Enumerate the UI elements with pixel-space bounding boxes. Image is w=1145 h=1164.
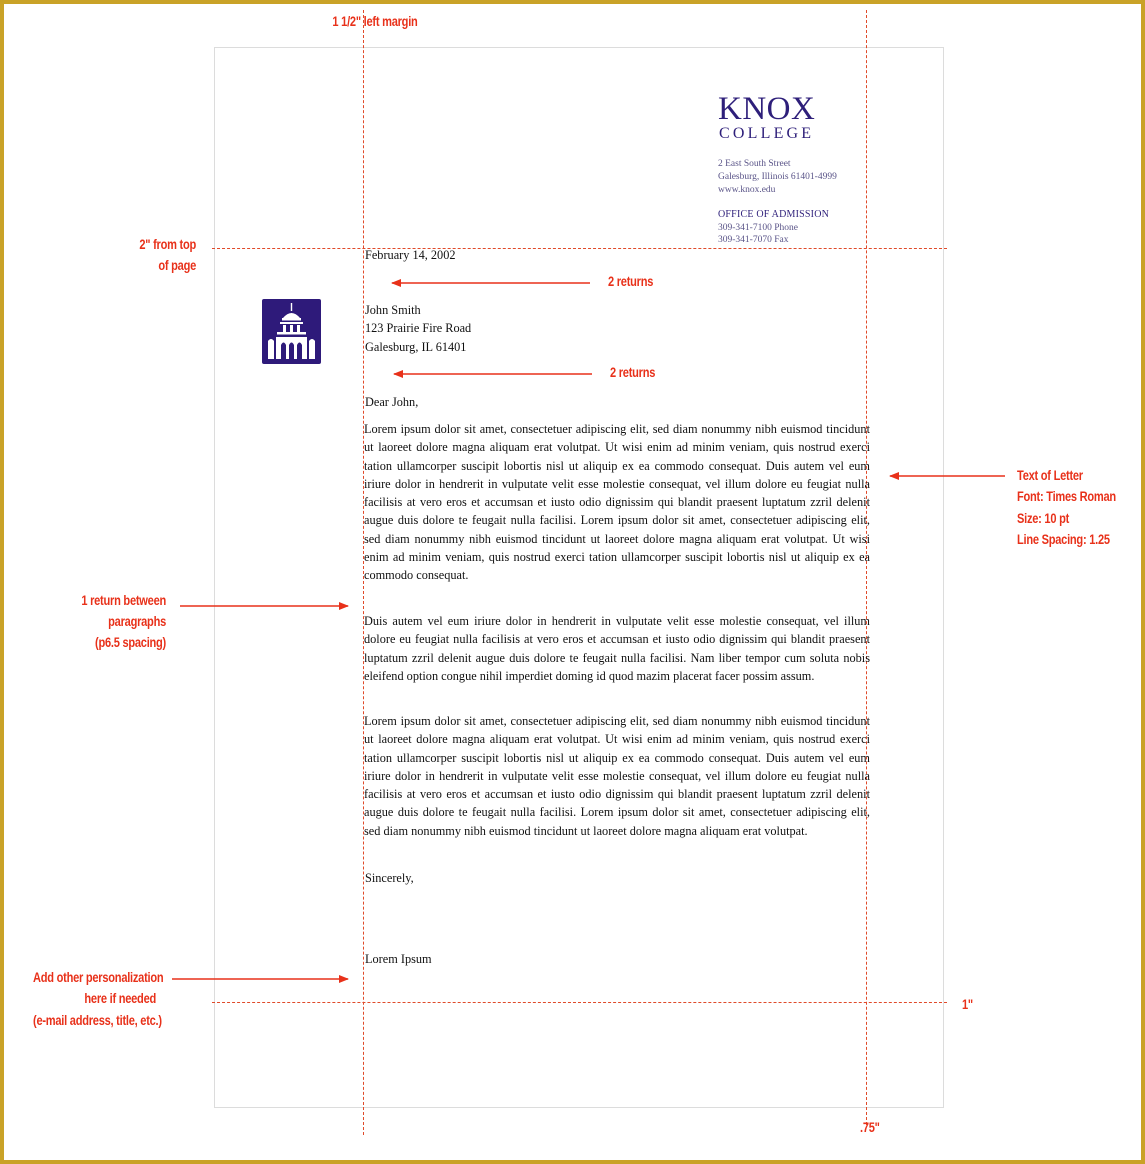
bottom-margin-guide bbox=[212, 1002, 947, 1003]
text-of-letter-label-2: Font: Times Roman bbox=[1017, 489, 1116, 504]
left-margin-label: 1 1/2" left margin bbox=[332, 14, 418, 29]
text-of-letter-label-4: Line Spacing: 1.25 bbox=[1017, 532, 1110, 547]
text-of-letter-label-1: Text of Letter bbox=[1017, 468, 1083, 483]
top-margin-guide bbox=[212, 248, 947, 249]
paragraph-spacing-label-3: (p6.5 spacing) bbox=[95, 635, 166, 650]
returns-label-1: 2 returns bbox=[608, 274, 654, 289]
paragraph-spacing-label-1: 1 return between bbox=[81, 593, 166, 608]
top-margin-label-line1: 2" from top bbox=[139, 237, 196, 252]
college-wordmark: COLLEGE bbox=[719, 125, 815, 142]
returns-label-2: 2 returns bbox=[610, 365, 656, 380]
recipient-street: 123 Prairie Fire Road bbox=[365, 321, 472, 335]
address-line-2: Galesburg, Illinois 61401-4999 bbox=[718, 172, 837, 182]
office-of-admission: OFFICE OF ADMISSION bbox=[718, 209, 830, 220]
top-margin-label-line2: of page bbox=[158, 258, 196, 273]
personalization-label-3: (e-mail address, title, etc.) bbox=[33, 1013, 162, 1028]
paragraph-spacing-label-2: paragraphs bbox=[108, 614, 166, 629]
address-line-3: www.knox.edu bbox=[718, 185, 776, 195]
knox-tower-logo-icon bbox=[262, 299, 321, 364]
letter-date: February 14, 2002 bbox=[365, 248, 456, 262]
salutation: Dear John, bbox=[365, 395, 419, 409]
knox-wordmark: KNOX bbox=[718, 91, 816, 127]
right-margin-label: .75" bbox=[860, 1120, 880, 1135]
signature-name: Lorem Ipsum bbox=[365, 952, 432, 966]
letter-paragraph-3: Lorem ipsum dolor sit amet, consectetuer adipiscing elit, sed diam nonummy nibh euismod tincidunt ut laoreet dolore magna aliquam erat volutpat. Ut wisi enim ad minim veniam, quis nostrud exerci tation ullamcorper suscipit lobortis nisl ut aliquip ex ea commodo consequat. Duis autem vel eum iriure dolor in hendrerit in vulputate velit esse molestie consequat, vel illum dolore eu feugiat nulla facilisis at vero eros et accumsan et iusto odio dignissim qui blandit praesent luptatum zzril delenit augue duis dolore te feugait nulla facilisi. Lorem ipsum dolor sit amet, consectetuer adipiscing elit, sed diam nonummy nibh euismod tincidunt ut laoreet dolore magna aliquam erat volutpat. bbox=[364, 714, 870, 838]
fax-line: 309-341-7070 Fax bbox=[718, 235, 789, 245]
tower-graphic bbox=[262, 299, 321, 364]
phone-line: 309-341-7100 Phone bbox=[718, 223, 798, 233]
recipient-name: John Smith bbox=[365, 303, 421, 317]
personalization-label-2: here if needed bbox=[84, 991, 156, 1006]
text-of-letter-label-3: Size: 10 pt bbox=[1017, 511, 1070, 526]
letter-paragraph-1: Lorem ipsum dolor sit amet, consectetuer adipiscing elit, sed diam nonummy nibh euismod tincidunt ut laoreet dolore magna aliquam erat volutpat. Ut wisi enim ad minim veniam, quis nostrud exerci tation ullamcorper suscipit lobortis nisl ut aliquip ex ea commodo consequat. Duis autem vel eum iriure dolor in hendrerit in vulputate velit esse molestie consequat, vel illum dolore eu feugiat nulla facilisis at vero eros et accumsan et iusto odio dignissim qui blandit praesent luptatum zzril delenit augue duis dolore te feugait nulla facilisi. Lorem ipsum dolor sit amet, consectetuer adipiscing elit, sed diam nonummy nibh euismod tincidunt ut laoreet dolore magna aliquam erat volutpat. Ut wisi enim ad minim veniam, quis nostrud exerci tation ullamcorper suscipit lobortis nisl ut aliquip ex ea commodo consequat. bbox=[364, 422, 870, 583]
personalization-label-1: Add other personalization bbox=[33, 970, 164, 985]
address-line-1: 2 East South Street bbox=[718, 159, 791, 169]
bottom-margin-label: 1" bbox=[962, 997, 973, 1012]
closing: Sincerely, bbox=[365, 871, 414, 885]
recipient-city: Galesburg, IL 61401 bbox=[365, 340, 467, 354]
letter-paragraph-2: Duis autem vel eum iriure dolor in hendrerit in vulputate velit esse molestie consequat, vel illum dolore eu feugiat nulla facilisis at vero eros et accumsan et iusto odio dignissim qui blandit praesent luptatum zzril delenit augue duis dolore te feugait nulla facilisi. Nam liber tempor cum soluta nobis eleifend option congue nihil imperdiet doming id quod mazim placerat facer possim assum. bbox=[364, 614, 870, 683]
